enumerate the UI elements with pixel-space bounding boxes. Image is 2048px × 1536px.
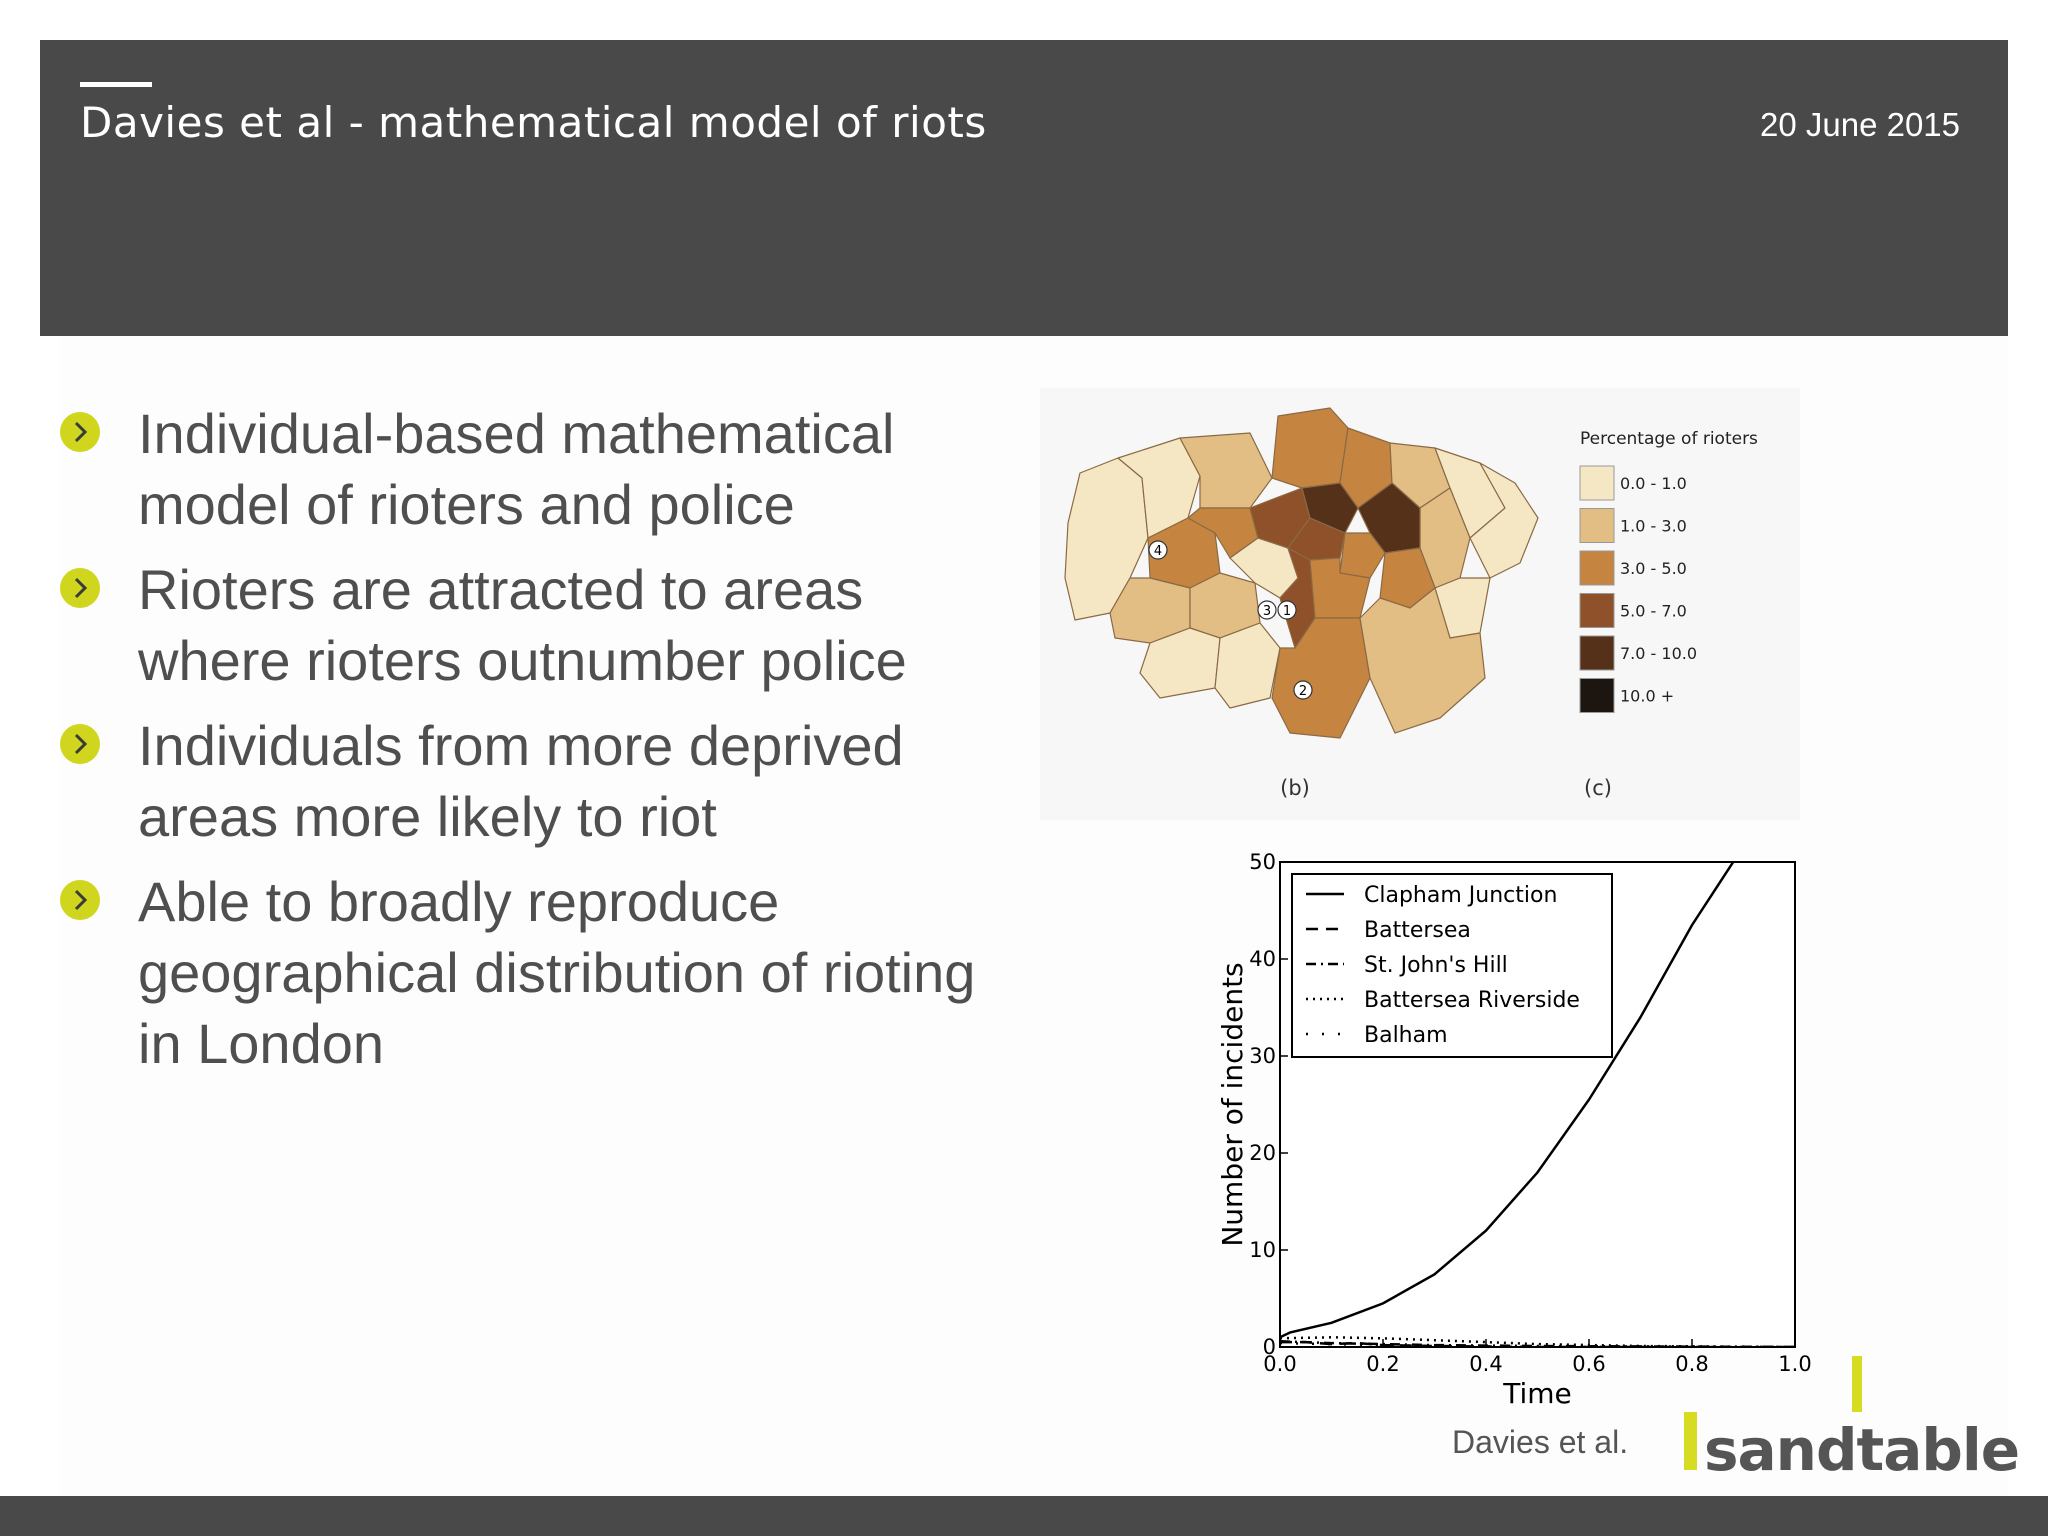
x-tick-label: 1.0: [1778, 1352, 1812, 1376]
london-map-figure: [1040, 388, 1800, 820]
bullet-text: Rioters are attracted to areas where rioters outnumber police: [138, 558, 907, 692]
legend-label: 1.0 - 3.0: [1620, 516, 1687, 536]
london-map: [1040, 388, 1800, 820]
borough-croydon: [1272, 618, 1370, 738]
bullet-text: Individuals from more deprived areas more likely to riot: [138, 714, 904, 848]
legend-title: Percentage of rioters: [1580, 429, 1758, 449]
y-tick-label: 40: [1249, 947, 1276, 971]
map-marker-label: 4: [1153, 544, 1163, 559]
slide-footer: [0, 1496, 2048, 1536]
chevron-bullet-icon: [60, 724, 100, 764]
figure-source: Davies et al.: [1452, 1424, 1629, 1460]
legend-label: 7.0 - 10.0: [1620, 644, 1698, 663]
legend-label: 10.0 +: [1620, 686, 1675, 706]
legend-label: 5.0 - 7.0: [1620, 601, 1687, 621]
legend-label: 0.0 - 1.0: [1620, 474, 1687, 493]
x-tick-label: 0.2: [1366, 1352, 1400, 1376]
y-tick-label: 50: [1249, 850, 1276, 874]
incidents-chart-panel: [1210, 832, 1820, 1412]
legend-label: 3.0 - 5.0: [1620, 559, 1687, 578]
y-axis-label: Number of incidents: [1216, 962, 1249, 1247]
bullet-text: Able to broadly reproduce geographical distribution of rioting in London: [138, 870, 976, 1075]
header-rule: [80, 82, 152, 87]
legend-swatch: [1580, 594, 1614, 628]
chevron-bullet-icon: [60, 412, 100, 452]
logo-accent-bar: [1852, 1356, 1862, 1412]
map-marker-label: 2: [1298, 684, 1308, 699]
chart-legend-label: Battersea: [1364, 918, 1471, 943]
bullet-item: [60, 710, 980, 852]
x-tick-label: 0.6: [1572, 1352, 1606, 1376]
logo-wordmark: sandtable: [1704, 1416, 2020, 1484]
slide-title: Davies et al - mathematical model of riots: [80, 98, 987, 147]
bullet-item: [60, 554, 980, 696]
panel-label-b: (b): [1280, 776, 1310, 800]
x-tick-label: 0.0: [1263, 1352, 1297, 1376]
y-tick-label: 20: [1249, 1141, 1276, 1165]
bullet-item: [60, 398, 980, 540]
borough-south-3: [1215, 623, 1280, 708]
x-tick-label: 0.4: [1469, 1352, 1503, 1376]
borough-north-2: [1272, 408, 1348, 488]
chevron-bullet-icon: [60, 880, 100, 920]
map-marker-label: 3: [1262, 604, 1272, 619]
bullet-text: Individual-based mathematical model of rioters and police: [138, 402, 895, 536]
chart-legend-label: Balham: [1364, 1023, 1448, 1048]
x-axis-label: Time: [1503, 1377, 1572, 1410]
y-tick-label: 10: [1249, 1238, 1276, 1262]
legend-swatch: [1580, 551, 1614, 585]
legend-swatch: [1580, 636, 1614, 670]
chart-legend-label: Clapham Junction: [1364, 883, 1558, 908]
logo-accent-bar: [1684, 1412, 1697, 1470]
chart-legend-label: St. John's Hill: [1364, 953, 1508, 978]
chevron-bullet-icon: [60, 568, 100, 608]
sandtable-logo: [1680, 1356, 2020, 1484]
legend-swatch: [1580, 466, 1614, 500]
incidents-chart: [1210, 832, 1820, 1412]
panel-label-c: (c): [1584, 776, 1612, 800]
chart-legend-label: Battersea Riverside: [1364, 988, 1580, 1013]
legend-swatch: [1580, 509, 1614, 543]
y-tick-label: 30: [1249, 1044, 1276, 1068]
legend-swatch: [1580, 679, 1614, 713]
x-tick-label: 0.8: [1675, 1352, 1709, 1376]
y-tick-label: 0: [1262, 1335, 1276, 1359]
map-marker-label: 1: [1282, 604, 1292, 619]
bullet-list: [60, 398, 980, 1093]
slide-date: 20 June 2015: [1759, 106, 1960, 143]
slide-header: [40, 40, 2008, 336]
map-legend: [1580, 466, 1697, 713]
bullet-item: [60, 866, 980, 1079]
